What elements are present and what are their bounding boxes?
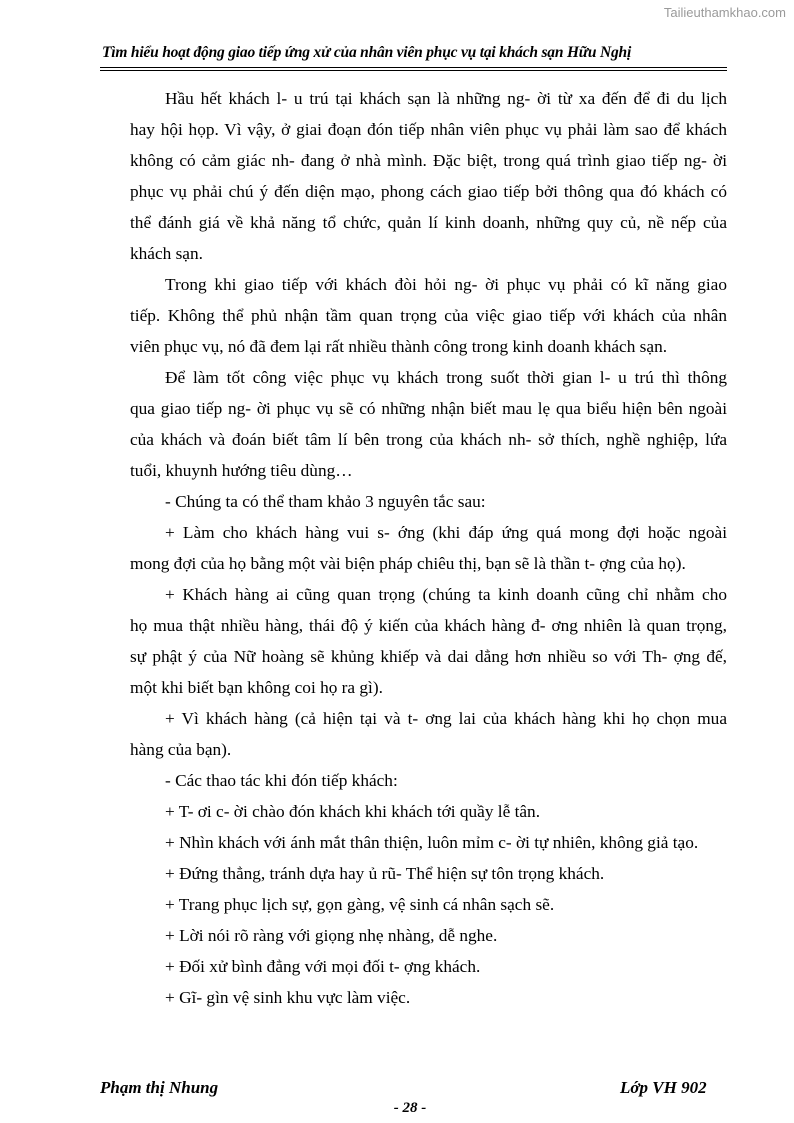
paragraph <box>130 796 727 827</box>
text-line: hàng của bạn). <box>130 740 232 759</box>
paragraph <box>130 486 727 517</box>
text-line: + Trang phục lịch sự, gọn gàng, vệ sinh cá nhân sạch sẽ. <box>165 895 555 914</box>
text-line: - Các thao tác khi đón tiếp khách: <box>165 771 398 790</box>
paragraph <box>130 362 727 486</box>
footer-author: Phạm thị Nhung <box>100 1078 219 1097</box>
text-line: hay hội họp. Vì vậy, ở giai đoạn đón tiếp nhân viên phục vụ phải làm sao để khách <box>130 120 727 139</box>
text-line: một khi biết bạn không coi họ ra gì). <box>130 678 383 697</box>
watermark: Tailieuthamkhao.com <box>663 5 786 20</box>
text-line: phục vụ phải chú ý đến diện mạo, phong cách giao tiếp bởi thông qua đó khách có <box>130 182 727 201</box>
text-line: viên phục vụ, nó đã đem lại rất nhiều thành công trong kinh doanh khách sạn. <box>130 337 668 356</box>
text-line: + T- ơi c- ời chào đón khách khi khách tới quầy lễ tân. <box>165 802 541 821</box>
text-line: mong đợi của họ bằng một vài biện pháp chiêu thị, bạn sẽ là thần t- ợng của họ). <box>130 554 686 573</box>
paragraph <box>130 703 727 765</box>
text-line: + Gĩ- gìn vệ sinh khu vực làm việc. <box>165 988 411 1007</box>
text-line: Hầu hết khách l- u trú tại khách sạn là những ng- ời từ xa đến để đi du lịch <box>165 89 727 108</box>
paragraph <box>130 982 727 1013</box>
paragraph <box>130 889 727 920</box>
text-line: tiếp. Không thể phủ nhận tầm quan trọng của việc giao tiếp với khách của nhân <box>130 306 727 325</box>
document-body <box>130 83 727 1013</box>
page-number: - 28 - <box>393 1100 427 1116</box>
text-line: + Đứng thẳng, tránh dựa hay ủ rũ- Thể hiện sự tôn trọng khách. <box>165 864 605 883</box>
text-line: - Chúng ta có thể tham khảo 3 nguyên tắc sau: <box>165 492 486 511</box>
footer-class: Lớp VH 902 <box>620 1078 707 1097</box>
text-line: họ mua thật nhiều hàng, thái độ ý kiến của khách hàng đ- ơng nhiên là quan trọng, <box>130 616 727 635</box>
text-line: + Nhìn khách với ánh mắt thân thiện, luôn mỉm c- ời tự nhiên, không giả tạo. <box>165 833 699 852</box>
text-line: + Vì khách hàng (cả hiện tại và t- ơng lai của khách hàng khi họ chọn mua <box>165 709 727 728</box>
paragraph <box>130 951 727 982</box>
paragraph <box>130 83 727 269</box>
text-line: + Làm cho khách hàng vui s- ớng (khi đáp ứng quá mong đợi hoặc ngoài <box>165 523 727 542</box>
paragraph <box>130 269 727 362</box>
text-line: qua giao tiếp ng- ời phục vụ sẽ có những nhận biết mau lẹ qua biểu hiện bên ngoài <box>130 399 727 418</box>
running-header: Tìm hiểu hoạt động giao tiếp ứng xử của nhân viên phục vụ tại khách sạn Hữu Nghị <box>102 44 632 61</box>
text-line: khách sạn. <box>130 244 203 263</box>
text-line: của khách và đoán biết tâm lí bên trong của khách nh- sở thích, nghề nghiệp, lứa <box>130 430 727 449</box>
text-line: + Khách hàng ai cũng quan trọng (chúng ta kinh doanh cũng chỉ nhằm cho <box>165 585 727 604</box>
paragraph <box>130 765 727 796</box>
text-line: sự phật ý của Nữ hoàng sẽ khủng khiếp và dai dẳng hơn nhiều so với Th- ợng đế, <box>130 647 727 666</box>
paragraph <box>130 858 727 889</box>
text-line: + Đối xử bình đẳng với mọi đối t- ợng khách. <box>165 957 481 976</box>
text-line: Trong khi giao tiếp với khách đòi hỏi ng- ời phục vụ phải có kĩ năng giao <box>165 275 727 294</box>
text-line: thể đánh giá về khả năng tổ chức, quản lí kinh doanh, những quy củ, nề nếp của <box>130 213 727 232</box>
text-line: tuổi, khuynh hướng tiêu dùng… <box>130 461 353 480</box>
paragraph <box>130 579 727 703</box>
text-line: Để làm tốt công việc phục vụ khách trong suốt thời gian l- u trú thì thông <box>165 368 727 387</box>
text-line: không có cảm giác nh- đang ở nhà mình. Đặc biệt, trong quá trình giao tiếp ng- ời <box>130 151 727 170</box>
paragraph <box>130 517 727 579</box>
paragraph <box>130 827 727 858</box>
text-line: + Lời nói rõ ràng với giọng nhẹ nhàng, dễ nghe. <box>165 926 498 945</box>
paragraph <box>130 920 727 951</box>
header-double-rule <box>100 67 727 71</box>
